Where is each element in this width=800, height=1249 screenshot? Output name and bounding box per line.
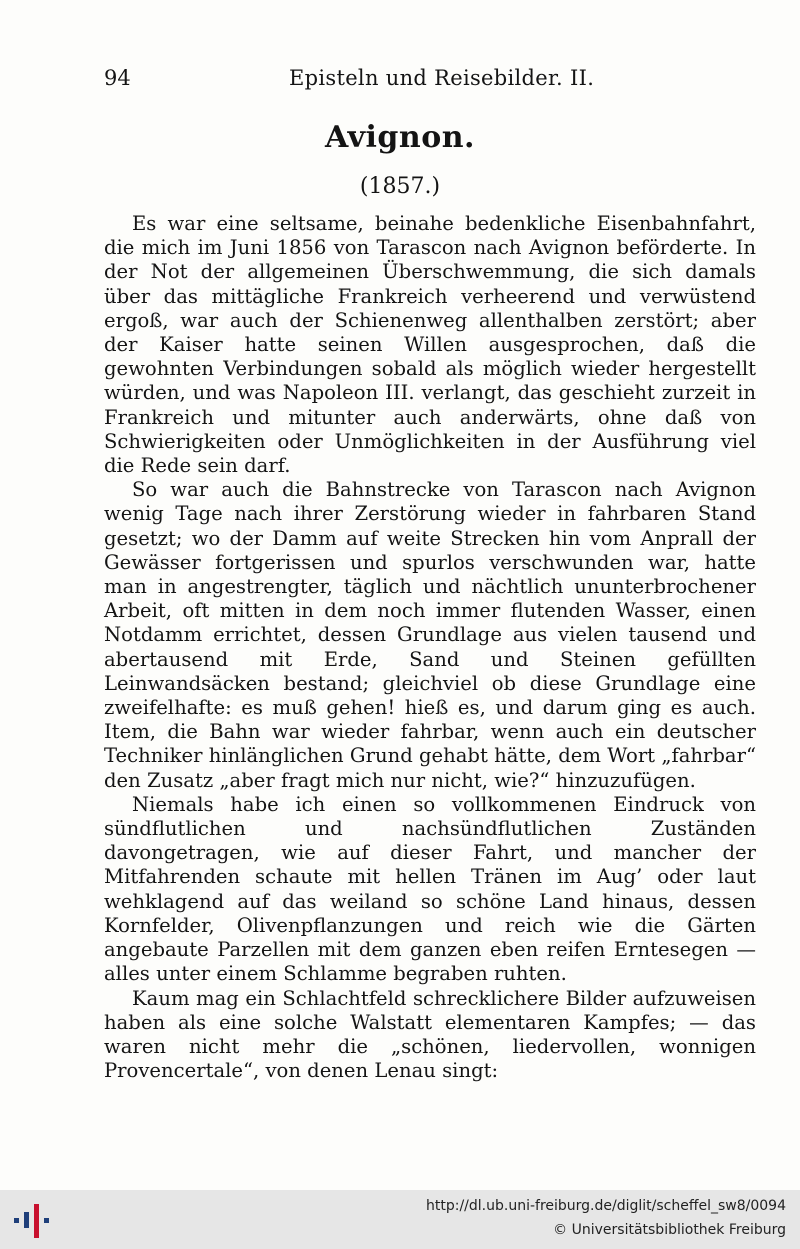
- running-head: [104, 66, 694, 96]
- footer-url[interactable]: http://dl.ub.uni-freiburg.de/diglit/scheffel_sw8/0094: [426, 1198, 786, 1214]
- running-title: Episteln und Reisebilder. II.: [289, 66, 595, 90]
- paragraph: So war auch die Bahnstrecke von Tarascon nach Avignon wenig Tage nach ihrer Zerstörung wieder in fahrbaren Stand gesetzt; wo der Damm auf weite Strecken hin vom Anprall der Gewässer fortgerissen und spurlos verschwunden war, hatte man in angestrengter, täglich und nächtlich ununterbrochener Arbeit, oft mitten in dem noch immer flutenden Wasser, einen Notdamm errichtet, dessen Grundlage aus vielen tausend und abertausend mit Erde, Sand und Steinen gefüllten Leinwandsäcken bestand; gleichviel ob diese Grundlage eine zweifelhafte: es muß gehen! hieß es, und darum ging es auch. Item, die Bahn war wieder fahrbar, wenn auch ein deutscher Techniker hinlänglichen Grund gehabt hätte, dem Wort „fahrbar“ den Zusatz „aber fragt mich nur nicht, wie?“ hinzuzufügen.: [104, 478, 756, 792]
- paragraph: Kaum mag ein Schlachtfeld schrecklichere Bilder aufzuweisen haben als eine solche Walstatt elementaren Kampfes; — das waren nicht mehr die „schönen, liedervollen, wonnigen Provencertale“, von denen Lenau singt:: [104, 986, 756, 1083]
- viewer-footer: [0, 1190, 800, 1249]
- body-text: [104, 212, 756, 1083]
- library-logo-icon: [8, 1202, 52, 1238]
- chapter-title: Avignon.: [325, 120, 475, 155]
- page-number: 94: [104, 66, 131, 90]
- chapter-year: (1857.): [359, 174, 441, 199]
- footer-copyright: © Universitätsbibliothek Freiburg: [553, 1222, 786, 1238]
- paragraph: Niemals habe ich einen so vollkommenen Eindruck von sündflutlichen und nachsündflutlichen Zuständen davongetragen, wie auf dieser Fahrt, und mancher der Mitfahrenden schaute mit hellen Tränen im Aug’ oder laut wehklagend auf das weiland so schöne Land hinaus, dessen Kornfelder, Olivenpflanzungen und reich wie die Gärten angebaute Parzellen mit dem ganzen eben reifen Erntesegen — alles unter einem Schlamme begraben ruhten.: [104, 792, 756, 986]
- paragraph: Es war eine seltsame, beinahe bedenkliche Eisenbahnfahrt, die mich im Juni 1856 von Tarascon nach Avignon beförderte. In der Not der allgemeinen Überschwemmung, die sich damals über das mittägliche Frankreich verheerend und verwüstend ergoß, war auch der Schienenweg allenthalben zerstört; aber der Kaiser hatte seinen Willen ausgesprochen, daß die gewohnten Verbindungen sobald als möglich wieder hergestellt würden, und was Napoleon III. verlangt, das geschieht zurzeit in Frankreich und mitunter auch anderwärts, ohne daß von Schwierigkeiten oder Unmöglichkeiten in der Ausführung viel die Rede sein darf.: [104, 212, 756, 478]
